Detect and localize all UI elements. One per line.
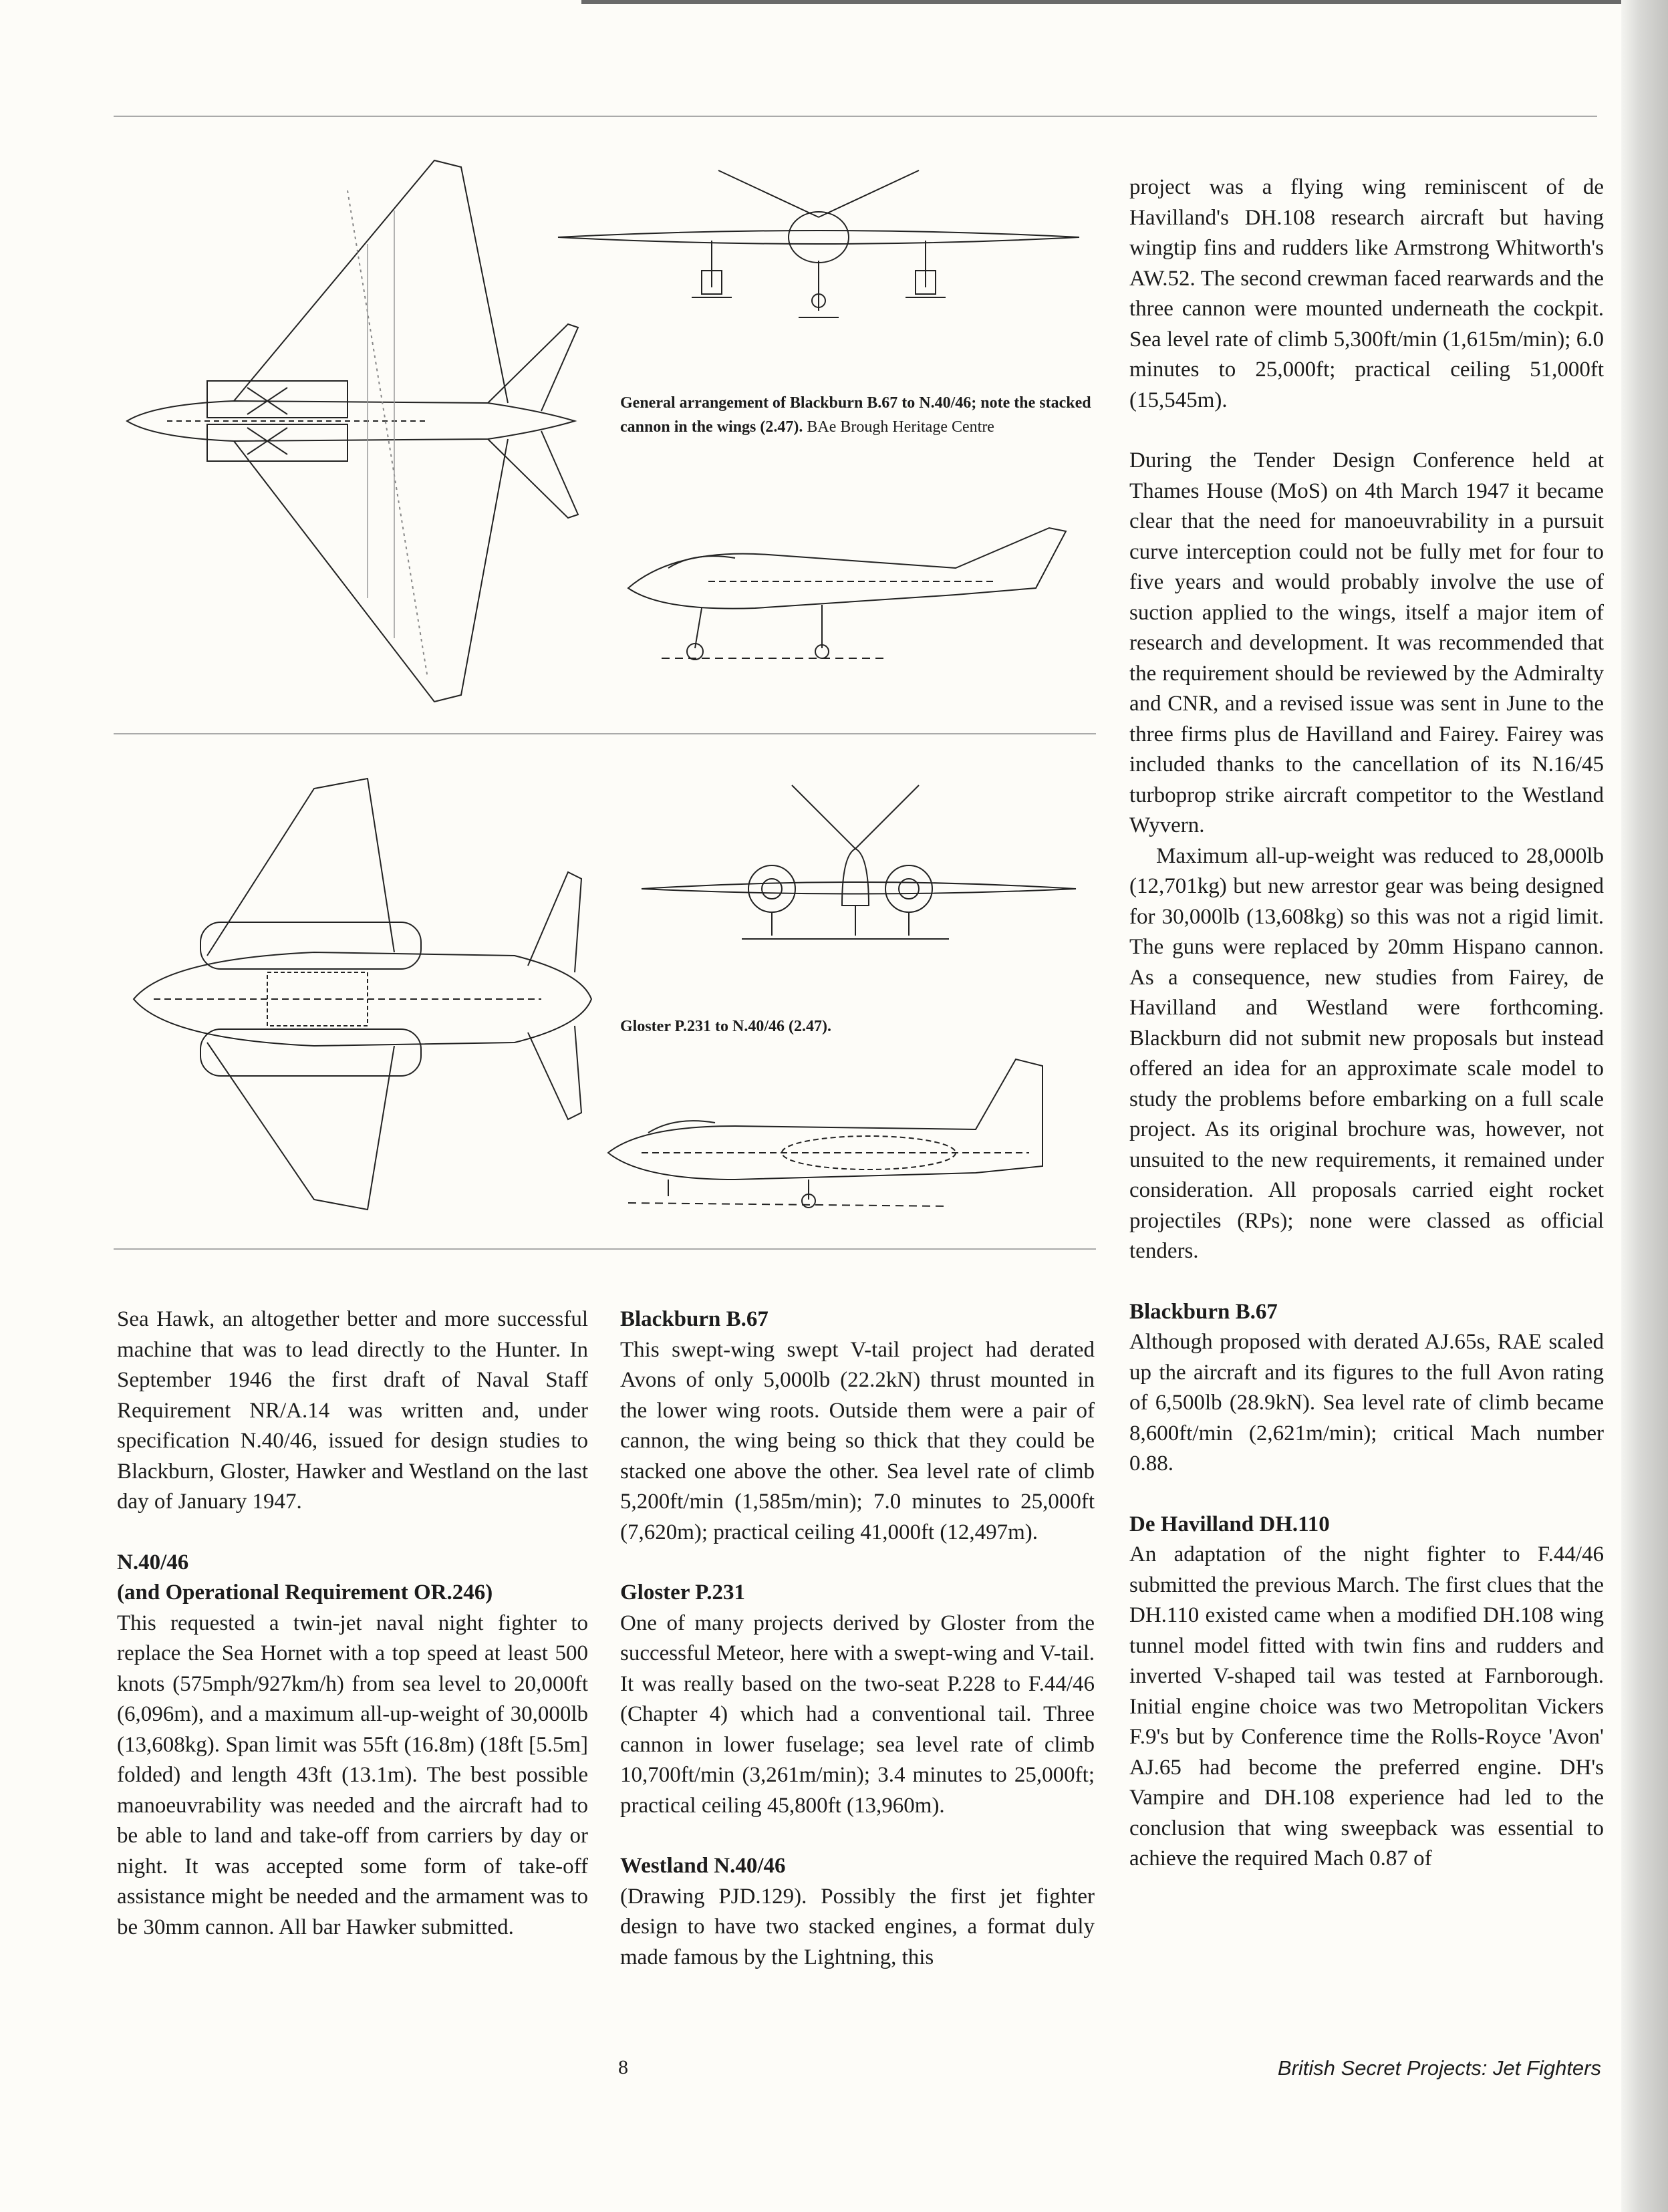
figure-caption-p231 [620,1014,1021,1039]
caption-b67-credit: BAe Brough Heritage Centre [807,418,994,436]
col2-spacer [620,1821,1095,1851]
p231-front-view-drawing [635,782,1083,956]
col1-heading-n4046: N.40/46 [117,1550,189,1574]
p231-side-view-drawing [601,1053,1083,1226]
text-column-middle [620,1304,1095,1973]
running-title: British Secret Projects: Jet Fighters [1277,2056,1601,2080]
b67-plan-view-drawing [114,150,581,712]
col3-heading-b67: Blackburn B.67 [1129,1299,1278,1324]
col3-paragraph-4: Although proposed with derated AJ.65s, RAE scaled up the aircraft and its figures to the full Avon rating of 6,500lb (28.9kN). Sea level rate of climb became 8,600ft/min (2,621m/min); critical Mach number 0.88. [1129,1330,1604,1476]
col1-heading-or246: (and Operational Requirement OR.246) [117,1580,493,1605]
col1-paragraph-2: This requested a twin-jet naval night fighter to replace the Sea Hornet with a top speed at least 500 knots (575mph/927km/h) from sea level to 20,000ft (6,096m), and a maximum all-up-weight of 30,000lb (13,608kg). Span limit was 55ft (16.8m) (18ft [5.5m] folded) and length 43ft (13.1m). The best possible manoeuvrability was needed and the aircraft had to be able to land and take-off from carriers by day or night. It was accepted some form of take-off assistance might be needed and the armament was to be 30mm cannon. All bar Hawker submitted. [117,1611,588,1939]
page-edge-shadow [1621,0,1668,2212]
col3-heading-dh110: De Havilland DH.110 [1129,1512,1330,1536]
figure-caption-b67 [620,391,1101,439]
col2-heading-b67: Blackburn B.67 [620,1307,769,1331]
figure-divider-rule [114,733,1096,734]
top-rule [114,116,1597,117]
b67-front-view-drawing [551,164,1086,337]
col1-paragraph-1: Sea Hawk, an altogether better and more successful machine that was to lead directly to the Hunter. In September 1946 the first draft of Naval Staff Requirement NR/A.14 was written and, under specification N.40/46, issued for design studies to Blackburn, Gloster, Hawker and Westland on the last day of January 1947. [117,1307,588,1514]
col3-spacer [1129,1267,1604,1297]
col3-paragraph-3: Maximum all-up-weight was reduced to 28,000lb (12,701kg) but new arrestor gear was being designed for 30,000lb (13,608kg) so this was not a rigid limit. The guns were replaced by 20mm Hispano cannon. As a consequence, new studies from Fairey, de Havilland and Westland were forthcoming. Blackburn did not submit new proposals but instead offered an idea for an approximate scale model to study the problems before embarking on a full scale project. As its original brochure was, however, not unsuited to the new requirements, it remained under consideration. All proposals carried eight rocket projectiles (RPs); none were classed as official tenders. [1129,843,1604,1263]
b67-side-view-drawing [621,521,1076,675]
col2-paragraph-3: (Drawing PJD.129). Possibly the first jet fighter design to have two stacked engines, a format duly made famous by the Lightning, this [620,1884,1095,1969]
col3-spacer [1129,1480,1604,1510]
col2-heading-westland: Westland N.40/46 [620,1854,786,1878]
col3-paragraph-1: project was a flying wing reminiscent of de Havilland's DH.108 research aircraft but having wingtip fins and rudders like Armstrong Whitworth's AW.52. The second crewman faced rearwards and the three cannon were mounted underneath the cockpit. Sea level rate of climb 5,300ft/min (1,615m/min); 6.0 minutes to 25,000ft; practical ceiling 51,000ft (15,545m). [1129,175,1604,412]
figure-bottom-rule [114,1248,1096,1250]
col2-spacer [620,1548,1095,1578]
caption-p231-title: Gloster P.231 to N.40/46 (2.47). [620,1018,831,1035]
top-edge-bar [581,0,1624,4]
col2-heading-p231: Gloster P.231 [620,1580,745,1605]
p231-plan-view-drawing [114,772,595,1213]
col1-spacer [117,1518,588,1548]
col2-paragraph-2: One of many projects derived by Gloster from the successful Meteor, here with a swept-wing and V-tail. It was really based on the two-seat P.228 to F.44/46 (Chapter 4) which had a conventional tail. Three cannon in lower fuselage; sea level rate of climb 10,700ft/min (3,261m/min); 3.4 minutes to 25,000ft; practical ceiling 45,800ft (13,960m). [620,1611,1095,1818]
caption-b67-title: General arrangement of Blackburn B.67 to N.40/46; note the stacked cannon in the wings (2.47). [620,394,1091,436]
col3-paragraph-5: An adaptation of the night fighter to F.44/46 submitted the previous March. The first clues that the DH.110 existed came when a modified DH.108 wing tunnel model fitted with twin fins and rudders and inverted V-shaped tail was tested at Farnborough. Initial engine choice was two Metropolitan Vickers F.9's but by Conference time the Rolls-Royce 'Avon' AJ.65 had become the preferred engine. DH's Vampire and DH.108 experience had led to the conclusion that wing sweepback was essential to achieve the required Mach 0.87 of [1129,1542,1604,1871]
col3-spacer [1129,416,1604,446]
text-column-left [117,1304,588,1943]
col2-paragraph-1: This swept-wing swept V-tail project had derated Avons of only 5,000lb (22.2kN) thrust mounted in the lower wing roots. Outside them were a pair of cannon, the wing being so thick that they could be stacked one above the other. Sea level rate of climb 5,200ft/min (1,585m/min); 7.0 minutes to 25,000ft (7,620m); practical ceiling 41,000ft (12,497m). [620,1337,1095,1544]
col3-paragraph-2: During the Tender Design Conference held at Thames House (MoS) on 4th March 1947 it became clear that the need for manoeuvrability in a pursuit curve interception could not be fully met for four to five years and would probably involve the use of suction applied to the wings, itself a major item of research and development. It was recommended that the requirement should be reviewed by the Admiralty and CNR, and a revised issue was sent in June to the three firms plus de Havilland and Fairey. Fairey was included thanks to the cancellation of its N.16/45 turboprop strike aircraft competitor to the Westland Wyvern. [1129,448,1604,837]
page-number: 8 [618,2056,628,2078]
text-column-right [1129,172,1604,1875]
